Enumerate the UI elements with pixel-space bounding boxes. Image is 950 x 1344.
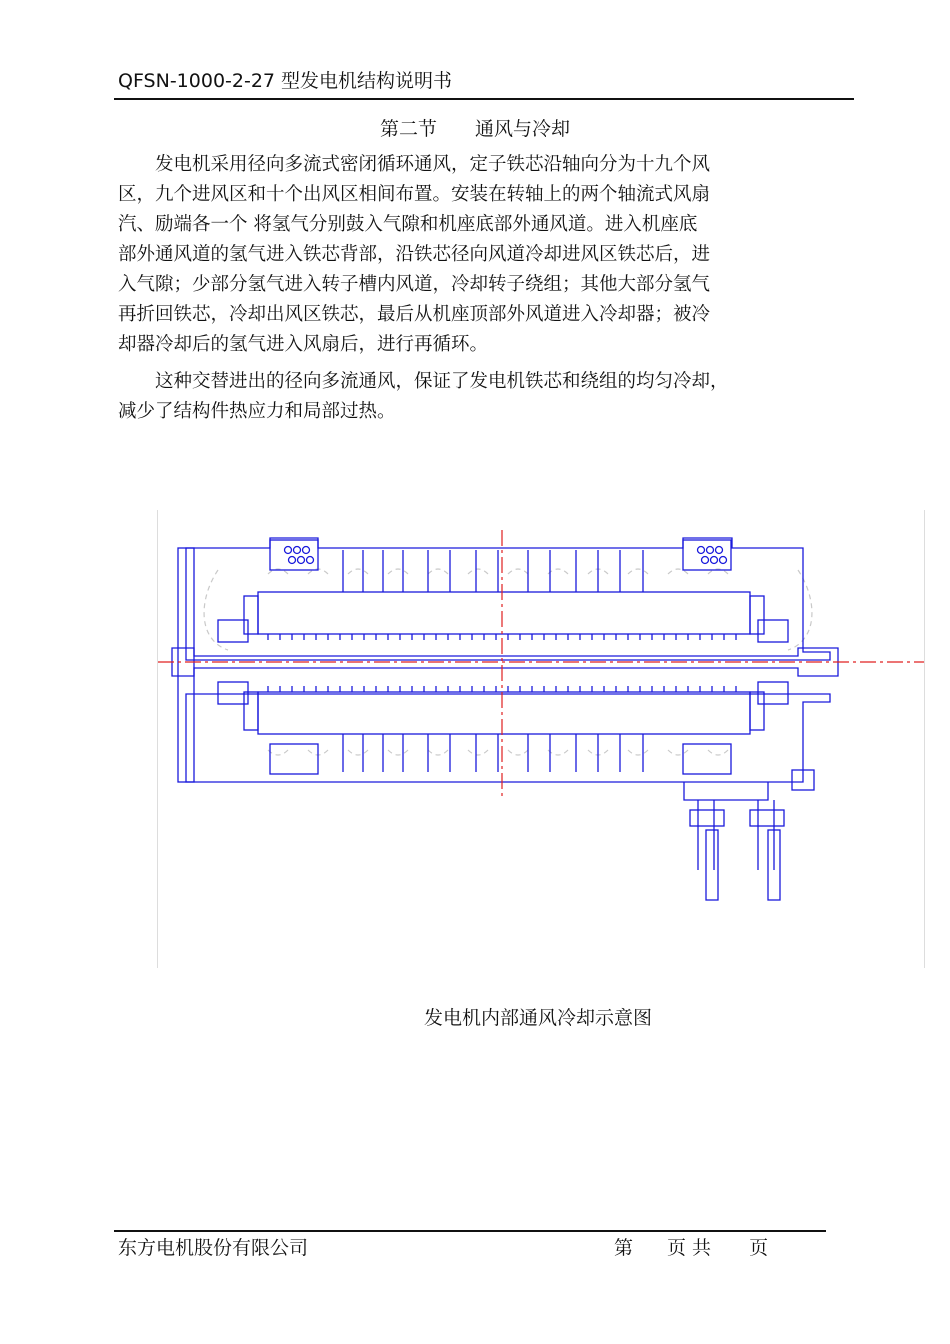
airflow-arc: [428, 750, 448, 755]
airflow-arc: [348, 569, 368, 574]
text-line: 却器冷却后的氢气进入风扇后，进行再循环。: [118, 334, 489, 355]
cooler-right-top: [683, 540, 731, 570]
text-line: 这种交替进出的径向多流通风，保证了发电机铁芯和绕组的均匀冷却，: [155, 371, 729, 392]
cooler-tube: [303, 547, 310, 554]
fan-right-lower: [758, 682, 788, 704]
footer-rule: [114, 1230, 826, 1232]
core-end-right-upper: [750, 596, 764, 634]
cooler-tube: [294, 547, 301, 554]
core-end-left-upper: [244, 596, 258, 634]
text-line: 部外通风道的氢气进入铁芯背部，沿铁芯径向风道冷却进风区铁芯后，进: [118, 244, 711, 265]
terminal-box-right: [750, 810, 784, 826]
cooler-tube: [307, 557, 314, 564]
footer-page-indicator: [614, 1233, 768, 1260]
text-line: 区，九个进风区和十个出风区相间布置。安装在转轴上的两个轴流式风扇: [118, 184, 711, 205]
footer-company-name: 东方电机股份有限公司: [118, 1237, 309, 1259]
cooler-left-bottom: [270, 744, 318, 774]
cooler-tube: [298, 557, 305, 564]
generator-cross-section-drawing: [158, 510, 924, 968]
airflow-arc: [708, 750, 728, 755]
airflow-arc: [388, 569, 408, 574]
bottom-outlet: [684, 782, 768, 800]
cooler-right-bottom: [683, 744, 731, 774]
document-header-title: QFSN-1000-2-27 型发电机结构说明书: [118, 70, 453, 92]
section-title: [0, 114, 950, 141]
section-number: 第二节: [379, 118, 437, 140]
page-label: 页 共: [667, 1237, 712, 1259]
cooler-tube: [707, 547, 714, 554]
text-line: 再折回铁芯，冷却出风区铁芯，最后从机座顶部外风道进入冷却器；被冷: [118, 304, 711, 325]
cooler-tube: [716, 547, 723, 554]
stator-frame-top: [186, 538, 830, 660]
cooler-tube: [285, 547, 292, 554]
cooler-tube: [711, 557, 718, 564]
airflow-arc: [348, 750, 368, 755]
paragraph-ventilation-description: [118, 150, 834, 360]
terminal-box-left: [690, 810, 724, 826]
stator-frame-bottom: [186, 694, 830, 782]
paragraph-ventilation-benefit: [118, 367, 834, 427]
airflow-arc: [268, 750, 288, 755]
cooler-tube: [702, 557, 709, 564]
core-end-left-lower: [244, 692, 258, 730]
airflow-arc: [548, 750, 568, 755]
generator-structure: [172, 538, 838, 900]
cooler-tube: [289, 557, 296, 564]
airflow-arc: [628, 569, 648, 574]
header-rule: [114, 98, 854, 100]
text-line: 入气隙；少部分氢气进入转子槽内风道，冷却转子绕组；其他大部分氢气: [118, 274, 711, 295]
text-line: 汽、励端各一个 将氢气分别鼓入气隙和机座底部外通风道。进入机座底: [118, 214, 698, 235]
core-end-right-lower: [750, 692, 764, 730]
figure-caption: 发电机内部通风冷却示意图: [423, 1007, 652, 1029]
fan-right-upper: [758, 620, 788, 642]
airflow-arc: [468, 569, 488, 574]
airflow-arc: [508, 569, 528, 574]
airflow-right: [788, 570, 812, 650]
text-line: 减少了结构件热应力和局部过热。: [118, 401, 396, 422]
page-label: 第: [614, 1237, 634, 1259]
airflow-arc: [388, 750, 408, 755]
airflow-arc: [628, 750, 648, 755]
airflow-left: [204, 570, 228, 650]
section-name: 通风与冷却: [475, 118, 571, 140]
page-label: 页: [749, 1237, 769, 1259]
airflow-arc: [508, 750, 528, 755]
generator-ventilation-figure: [157, 510, 925, 968]
airflow-arc: [428, 569, 448, 574]
stator-core-lower: [258, 692, 750, 734]
cooler-tube: [698, 547, 705, 554]
text-line: 发电机采用径向多流式密闭循环通风，定子铁芯沿轴向分为十九个风: [155, 154, 711, 175]
airflow-arc: [468, 750, 488, 755]
stator-core-upper: [258, 592, 750, 634]
bushing-left: [706, 830, 718, 900]
cooler-tube: [720, 557, 727, 564]
airflow-arc: [548, 569, 568, 574]
airflow-arc: [668, 750, 688, 755]
cooler-left-top: [270, 540, 318, 570]
